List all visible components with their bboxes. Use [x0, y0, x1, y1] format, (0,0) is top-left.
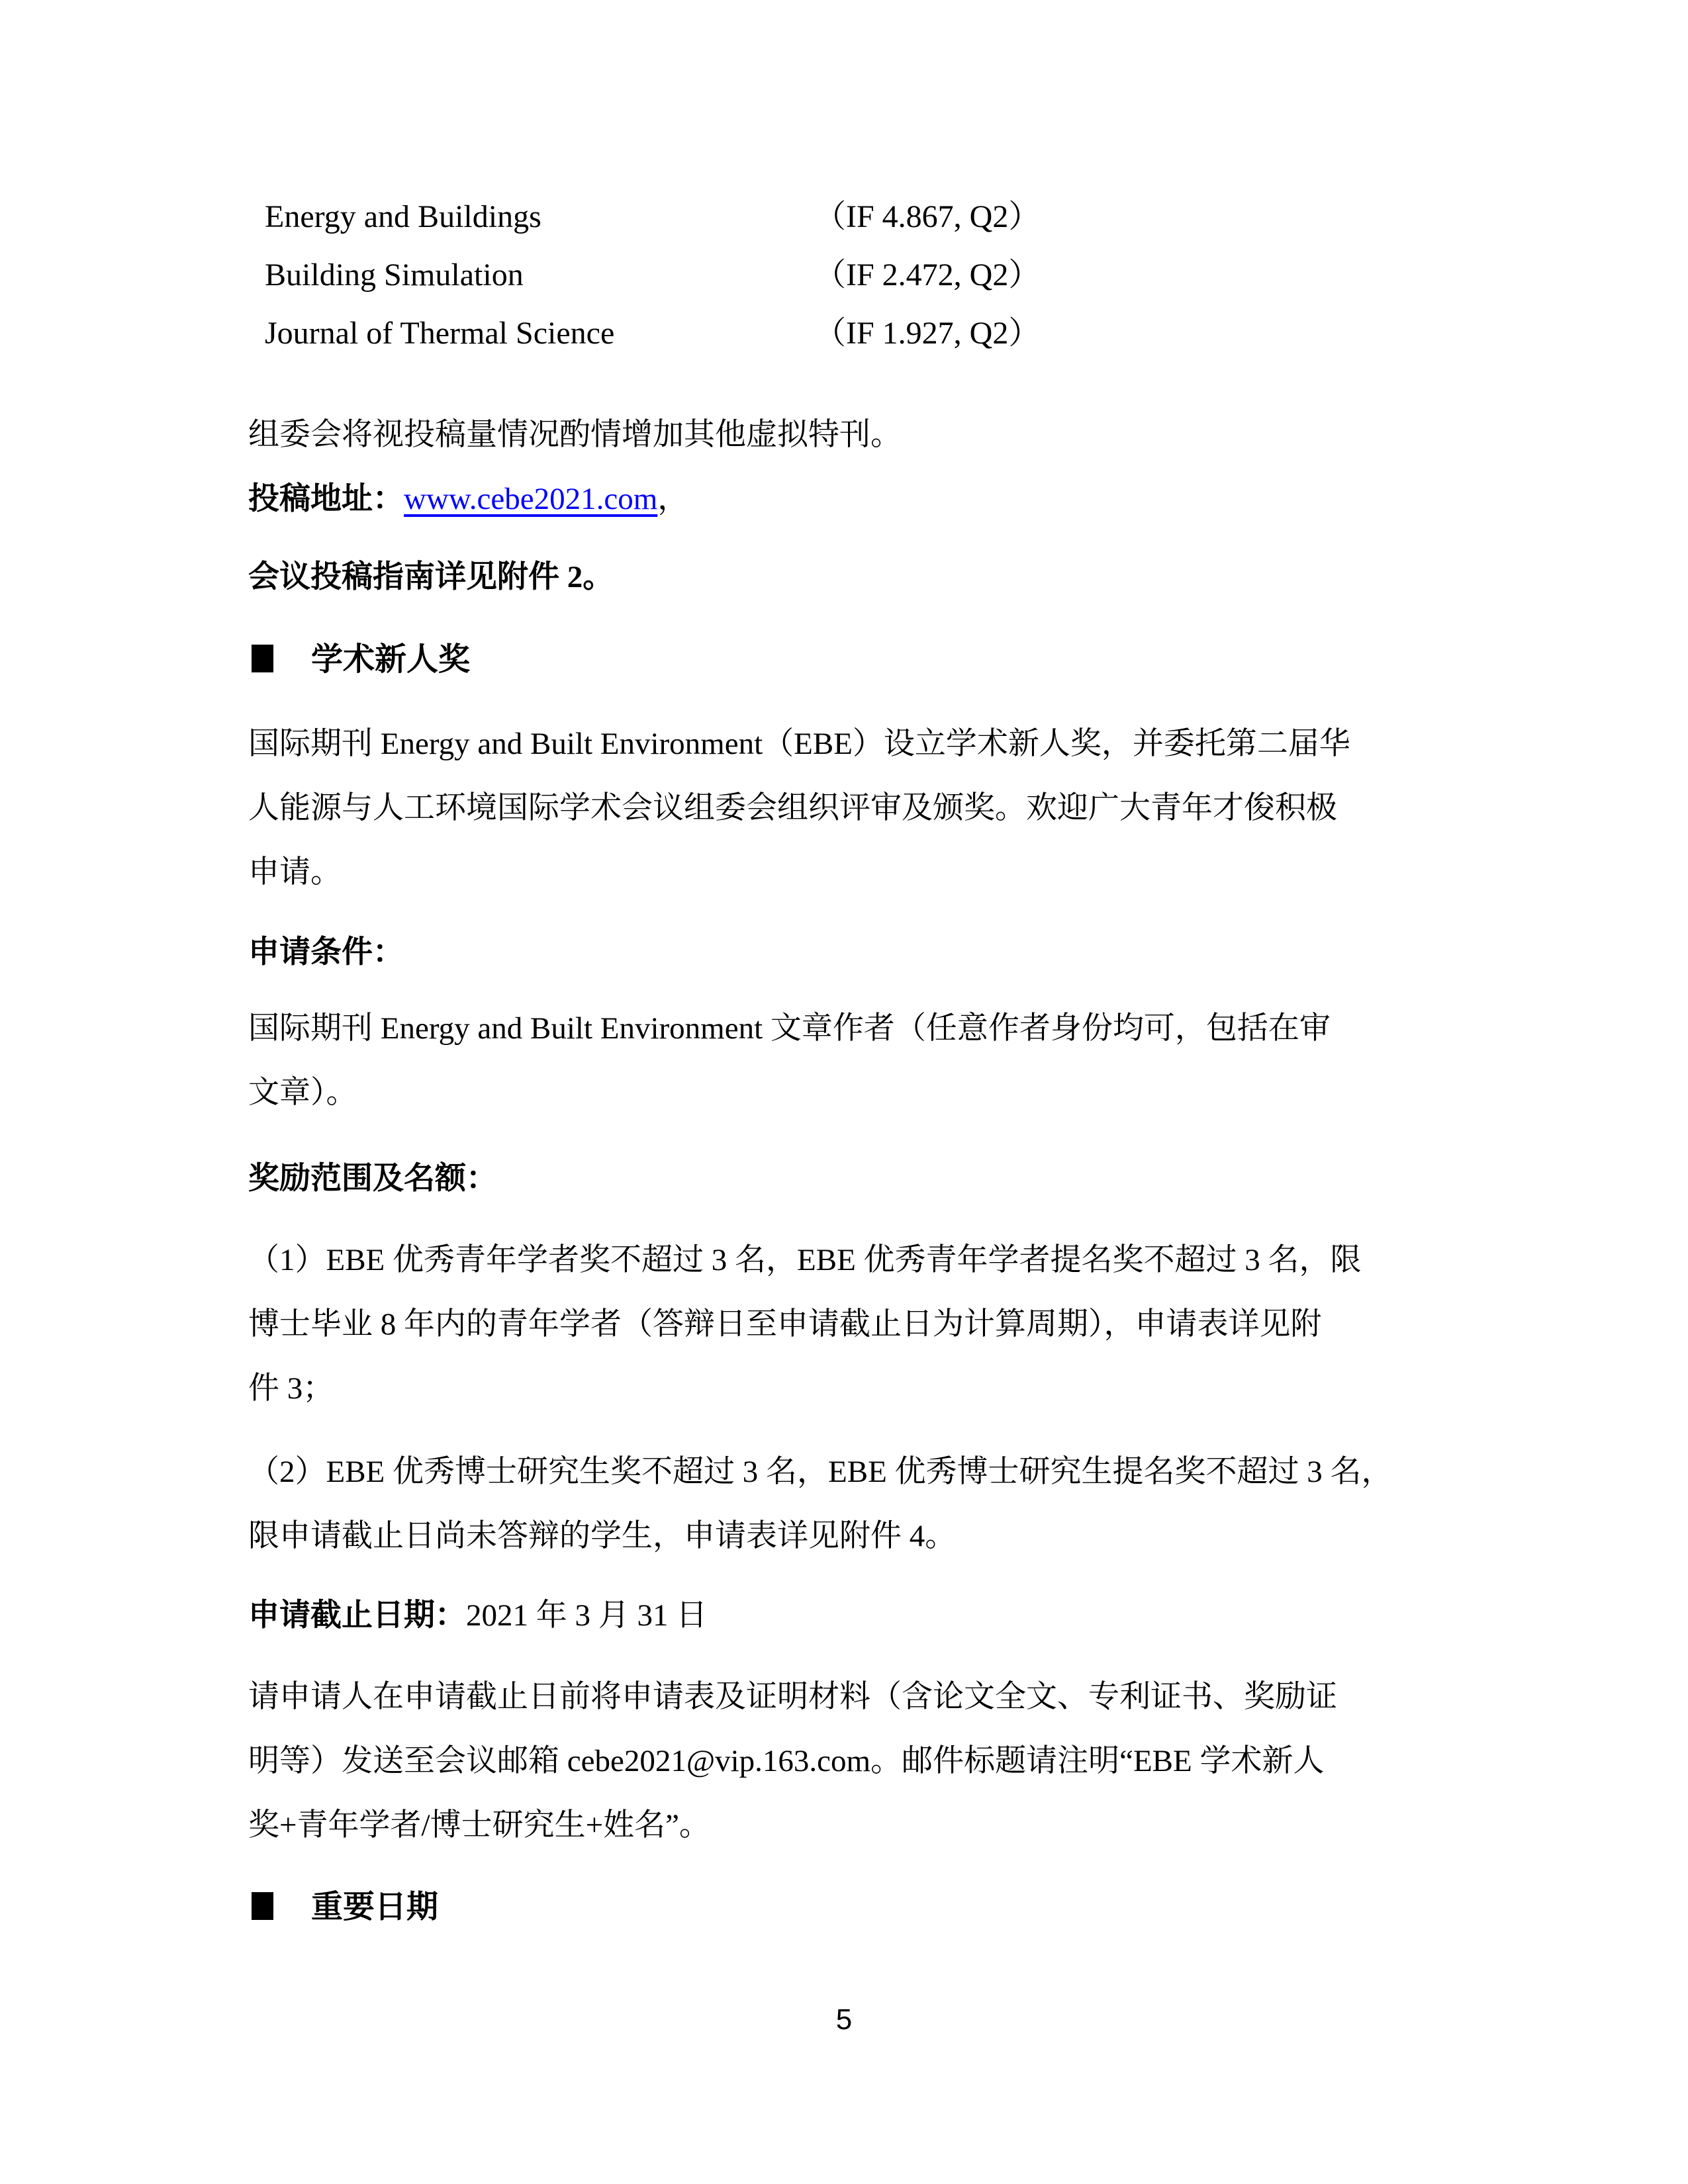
quota-item1-line: 博士毕业 8 年内的青年学者（答辩日至申请截止日为计算周期），申请表详见附	[248, 1307, 1322, 1342]
award-section-heading	[248, 627, 1433, 692]
submission-url-link[interactable]: www.cebe2021.com	[404, 482, 658, 516]
special-issue-note: 组委会将视投稿量情况酌情增加其他虚拟特刊。	[248, 418, 902, 452]
submission-address-label: 投稿地址：	[248, 482, 404, 516]
quota-heading: 奖励范围及名额：	[248, 1161, 497, 1196]
quota-item2-line: 限申请截止日尚未答辩的学生，申请表详见附件 4。	[248, 1519, 957, 1553]
mail-instruction-line: 奖+青年学者/博士研究生+姓名”。	[248, 1808, 710, 1843]
square-bullet-icon	[252, 645, 273, 672]
journal-impact-factor: （IF 1.927, Q2）	[814, 316, 1041, 351]
deadline-line	[248, 1584, 1433, 1648]
award-intro-line: 人能源与人工环境国际学术会议组委会组织评审及颁奖。欢迎广大青年才俊积极	[248, 791, 1337, 825]
journal-list	[248, 188, 1433, 363]
submission-guide-line: 会议投稿指南详见附件 2。	[248, 560, 614, 594]
conditions-line: 国际期刊 Energy and Built Environment 文章作者（任意作者身份均可，包括在审	[248, 1011, 1331, 1046]
submission-address-line	[248, 467, 1433, 531]
journal-impact-factor: （IF 4.867, Q2）	[814, 199, 1041, 234]
quota-item1-line: （1）EBE 优秀青年学者奖不超过 3 名，EBE 优秀青年学者提名奖不超过 3 名，限	[248, 1243, 1362, 1277]
journal-name: Journal of Thermal Science	[265, 316, 615, 351]
award-intro-line: 国际期刊 Energy and Built Environment（EBE）设立学术新人奖，并委托第二届华	[248, 727, 1350, 761]
deadline-label: 申请截止日期：	[248, 1598, 466, 1633]
deadline-value: 2021 年 3 月 31 日	[466, 1598, 708, 1633]
conditions-line: 文章）。	[248, 1075, 357, 1110]
quota-item2-line: （2）EBE 优秀博士研究生奖不超过 3 名，EBE 优秀博士研究生提名奖不超过 3 名，	[248, 1455, 1393, 1489]
journal-row	[248, 188, 1433, 246]
submission-trailing-comma: ，	[657, 482, 689, 516]
quota-item1-line: 件 3；	[248, 1371, 334, 1406]
journal-name: Building Simulation	[265, 257, 524, 293]
journal-impact-factor: （IF 2.472, Q2）	[814, 257, 1041, 293]
page-number: 5	[835, 2003, 853, 2036]
square-bullet-icon	[252, 1892, 273, 1920]
mail-instruction-line: 明等）发送至会议邮箱 cebe2021@vip.163.com。邮件标题请注明“EBE 学术新人	[248, 1744, 1325, 1778]
journal-row	[248, 246, 1433, 304]
conditions-heading: 申请条件：	[248, 935, 404, 970]
journal-name: Energy and Buildings	[265, 199, 541, 234]
mail-instruction-line: 请申请人在申请截止日前将申请表及证明材料（含论文全文、专利证书、奖励证	[248, 1680, 1337, 1714]
journal-row	[248, 304, 1433, 363]
dates-section-heading	[248, 1875, 1433, 1939]
award-intro-line: 申请。	[248, 855, 342, 889]
award-heading-label: 学术新人奖	[311, 642, 471, 677]
dates-heading-label: 重要日期	[311, 1889, 439, 1925]
